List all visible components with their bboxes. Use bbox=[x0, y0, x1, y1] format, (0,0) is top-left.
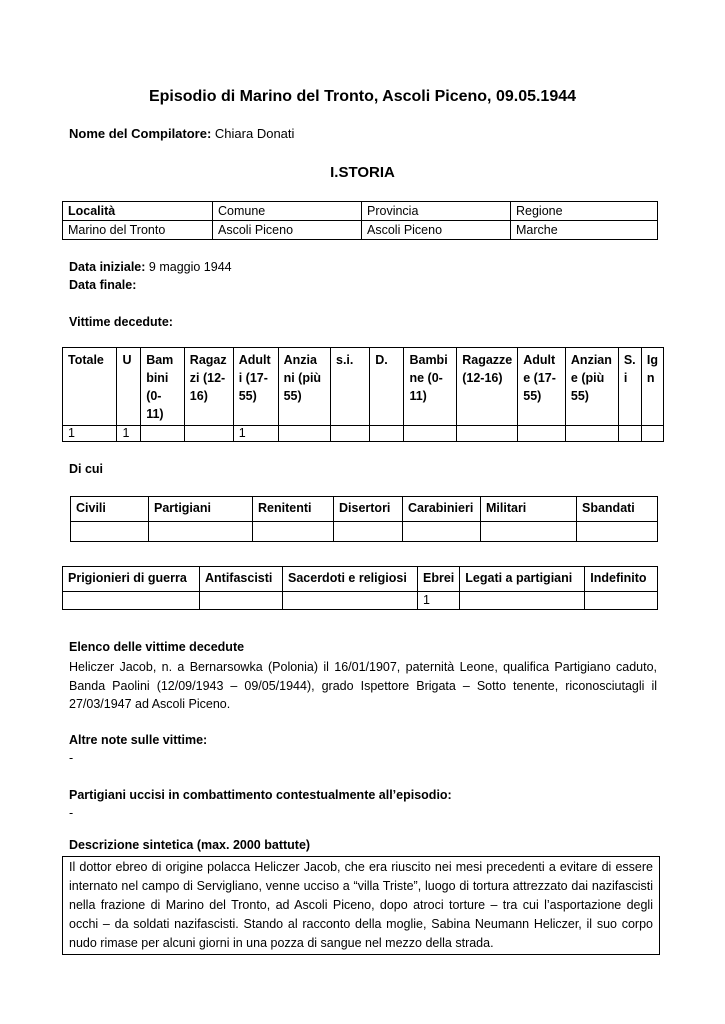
compiler-name: Chiara Donati bbox=[214, 126, 295, 141]
victims-header-cell: U bbox=[117, 348, 141, 426]
categories-header-row bbox=[63, 567, 658, 592]
victims-header-row bbox=[63, 348, 664, 426]
victims-value-cell: 1 bbox=[233, 426, 278, 442]
victims-value-cell bbox=[278, 426, 330, 442]
victim-list-text: Heliczer Jacob, n. a Bernarsowka (Polonia) il 16/01/1907, paternità Leone, qualifica Partigiano caduto, Banda Paolini (12/09/1943 – 09/05/1944), grado Ispettore Brigata – Sotto tenente, riconosciutagli il 27/03/1947 ad Ascoli Piceno. bbox=[69, 660, 657, 711]
victims-value-cell bbox=[641, 426, 663, 442]
section-heading: I.STORIA bbox=[330, 164, 395, 181]
categories-value-cell bbox=[283, 592, 418, 610]
victims-value-cell bbox=[618, 426, 641, 442]
dicui-header-cell: Disertori bbox=[334, 497, 403, 522]
victims-header-cell: Ragazze (12-16) bbox=[457, 348, 518, 426]
victims-value-cell bbox=[565, 426, 618, 442]
victims-header-cell: Anzian e (più 55) bbox=[565, 348, 618, 426]
dicui-header-cell: Carabinieri bbox=[403, 497, 481, 522]
dicui-value-cell bbox=[481, 522, 577, 542]
victims-value-cell bbox=[404, 426, 457, 442]
dicui-header-cell: Renitenti bbox=[253, 497, 334, 522]
dicui-table bbox=[70, 496, 658, 542]
victims-value-cell bbox=[184, 426, 233, 442]
compiler-line bbox=[69, 126, 294, 141]
dicui-header-row bbox=[71, 497, 658, 522]
victims-value-cell bbox=[518, 426, 566, 442]
categories-header-cell: Legati a partigiani bbox=[460, 567, 585, 592]
victims-header-cell: S. i bbox=[618, 348, 641, 426]
categories-value-cell bbox=[460, 592, 585, 610]
victim-list-label: Elenco delle vittime decedute bbox=[69, 640, 245, 654]
categories-value-cell bbox=[585, 592, 658, 610]
description-box: Il dottor ebreo di origine polacca Heliczer Jacob, che era riuscito nei mesi precedenti a evitare di essere internato nel campo di Servigliano, venne ucciso a “villa Triste”, luogo di tortura attrezzato dai nazifascisti nella frazione di Marino del Tronto, ad Ascoli Piceno, dopo atroci torture – tra cui l’asportazione degli occhi – da soldati nazifascisti. Stando al racconto della moglie, Sabina Neumann Heliczer, il suo corpo nudo rimase per alcuni giorni in una pozza di sangue nel mezzo della strada. bbox=[62, 856, 660, 955]
partisans-label: Partigiani uccisi in combattimento contestualmente all’episodio: bbox=[69, 788, 452, 802]
categories-value-cell bbox=[200, 592, 283, 610]
dicui-header-cell: Sbandati bbox=[577, 497, 658, 522]
categories-value-row bbox=[63, 592, 658, 610]
victims-header-cell: Ig n bbox=[641, 348, 663, 426]
other-notes-label: Altre note sulle vittime: bbox=[69, 733, 208, 747]
location-header-cell: Regione bbox=[511, 202, 658, 221]
victims-header-cell: s.i. bbox=[331, 348, 370, 426]
categories-header-cell: Prigionieri di guerra bbox=[63, 567, 200, 592]
categories-value-cell: 1 bbox=[418, 592, 460, 610]
document-title: Episodio di Marino del Tronto, Ascoli Piceno, 09.05.1944 bbox=[148, 88, 577, 105]
dicui-value-cell bbox=[334, 522, 403, 542]
victims-header-cell: Adult e (17- 55) bbox=[518, 348, 566, 426]
compiler-label: Nome del Compilatore: bbox=[69, 126, 212, 141]
victims-header-cell: D. bbox=[370, 348, 404, 426]
categories-table bbox=[62, 566, 658, 610]
victims-header-cell: Anzia ni (più 55) bbox=[278, 348, 330, 426]
location-table bbox=[62, 201, 658, 240]
description-label: Descrizione sintetica (max. 2000 battute) bbox=[69, 838, 311, 852]
categories-header-cell: Indefinito bbox=[585, 567, 658, 592]
dicui-header-cell: Partigiani bbox=[149, 497, 253, 522]
location-value-cell: Ascoli Piceno bbox=[213, 221, 362, 240]
victims-value-cell: 1 bbox=[117, 426, 141, 442]
victims-header-cell: Ragaz zi (12- 16) bbox=[184, 348, 233, 426]
start-date-value: 9 maggio 1944 bbox=[148, 260, 232, 274]
dicui-value-cell bbox=[403, 522, 481, 542]
categories-header-cell: Sacerdoti e religiosi bbox=[283, 567, 418, 592]
victims-value-cell: 1 bbox=[63, 426, 117, 442]
dicui-value-cell bbox=[253, 522, 334, 542]
victims-value-cell bbox=[370, 426, 404, 442]
categories-value-cell bbox=[63, 592, 200, 610]
dicui-header-cell: Militari bbox=[481, 497, 577, 522]
categories-header-cell: Ebrei bbox=[418, 567, 460, 592]
dicui-header-cell: Civili bbox=[71, 497, 149, 522]
victims-header-cell: Adult i (17- 55) bbox=[233, 348, 278, 426]
start-date-label: Data iniziale: bbox=[69, 260, 146, 274]
location-value-cell: Marche bbox=[511, 221, 658, 240]
end-date-label: Data finale: bbox=[69, 278, 137, 292]
location-header-cell: Comune bbox=[213, 202, 362, 221]
location-value-cell: Ascoli Piceno bbox=[362, 221, 511, 240]
victims-table bbox=[62, 347, 664, 442]
victims-label: Vittime decedute: bbox=[69, 315, 173, 329]
dicui-value-cell bbox=[149, 522, 253, 542]
partisans-value: - bbox=[69, 806, 74, 820]
victims-value-cell bbox=[331, 426, 370, 442]
location-header-cell: Provincia bbox=[362, 202, 511, 221]
location-value-cell: Marino del Tronto bbox=[63, 221, 213, 240]
dicui-value-cell bbox=[577, 522, 658, 542]
other-notes-value: - bbox=[69, 751, 74, 765]
dicui-value-cell bbox=[71, 522, 149, 542]
victims-value-cell bbox=[457, 426, 518, 442]
location-value-row bbox=[63, 221, 658, 240]
victims-header-cell: Totale bbox=[63, 348, 117, 426]
victims-header-cell: Bam bini (0- 11) bbox=[141, 348, 185, 426]
location-header-row bbox=[63, 202, 658, 221]
dicui-label: Di cui bbox=[69, 462, 104, 476]
victims-value-cell bbox=[141, 426, 185, 442]
start-date-line bbox=[69, 260, 232, 274]
categories-header-cell: Antifascisti bbox=[200, 567, 283, 592]
victims-header-cell: Bambi ne (0- 11) bbox=[404, 348, 457, 426]
location-header-cell: Località bbox=[63, 202, 213, 221]
victims-value-row bbox=[63, 426, 664, 442]
dicui-value-row bbox=[71, 522, 658, 542]
